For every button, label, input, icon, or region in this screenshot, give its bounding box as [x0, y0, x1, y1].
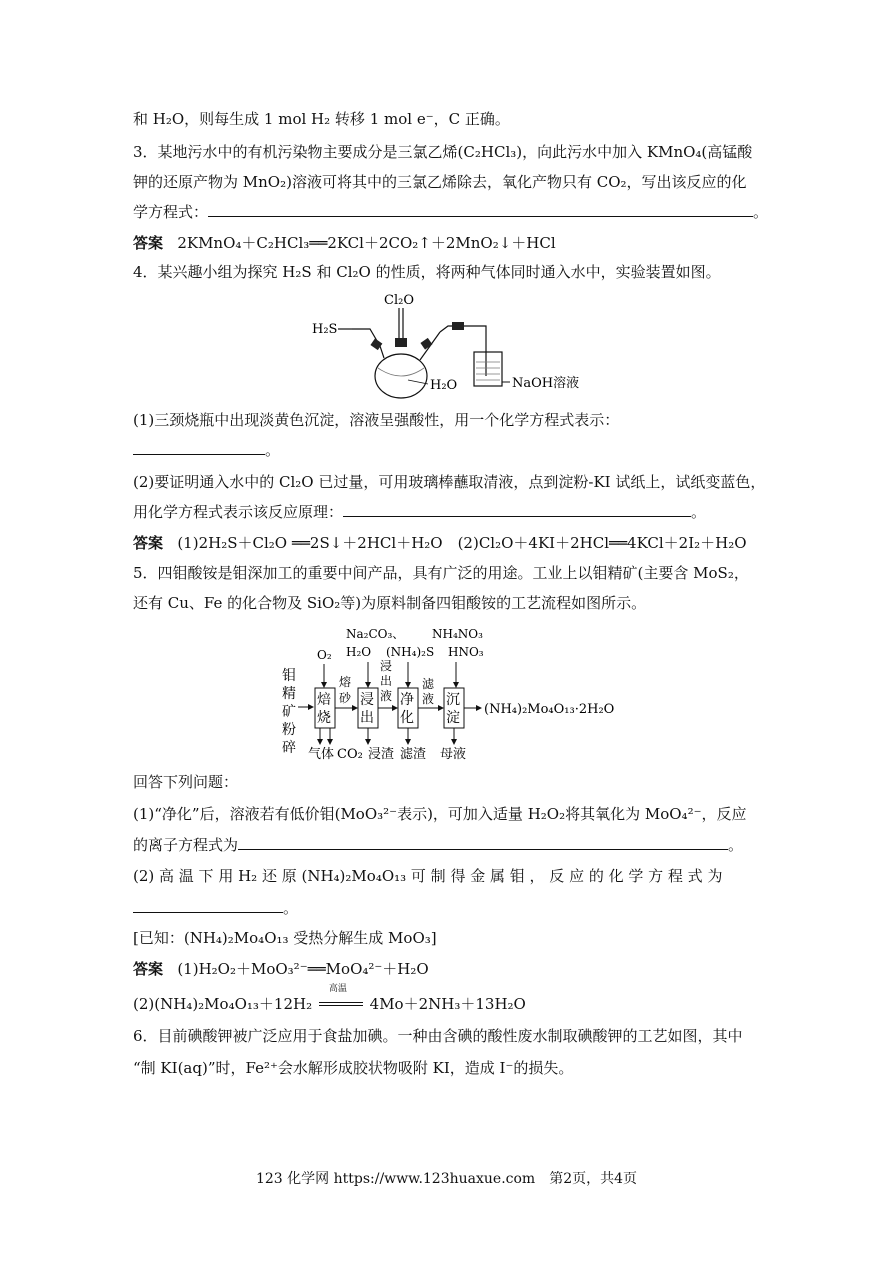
h2o-label: H₂O — [430, 378, 458, 393]
punct: 。 — [283, 899, 299, 917]
question-5-ask: 回答下列问题： — [133, 773, 239, 791]
answer-blank — [133, 440, 265, 455]
step-char: 化 — [400, 710, 414, 726]
known-condition: [已知：(NH₄)₂Mo₄O₁₃ 受热分解生成 MoO₃] — [133, 929, 437, 947]
mid-char: 浸 — [380, 659, 393, 673]
output-label: 母液 — [440, 747, 467, 762]
question-5-2-blank — [133, 898, 298, 918]
answer-label: 答案 — [133, 234, 164, 252]
step-char: 浸 — [360, 692, 374, 708]
mid-char: 滤 — [422, 677, 435, 691]
output-label: 浸渣 — [368, 747, 395, 762]
condition-text: 高温 — [328, 984, 347, 994]
output-label: 滤渣 — [400, 747, 427, 762]
reagent-label: NH₄NO₃ — [432, 627, 483, 641]
reagent-label: Na₂CO₃、 — [346, 627, 405, 641]
punct: 。 — [691, 503, 707, 521]
text-line: 和 H₂O，则每生成 1 mol H₂ 转移 1 mol e⁻，C 正确。 — [133, 110, 510, 128]
mid-char: 出 — [380, 674, 393, 688]
start-char: 钼 — [282, 668, 296, 684]
naoh-label: NaOH溶液 — [512, 376, 580, 391]
question-3-text: 钾的还原产物为 MnO₂)溶液可将其中的三氯乙烯除去，氧化产物只有 CO₂，写出该反应的化 — [133, 173, 747, 191]
answer-blank — [133, 898, 283, 913]
answer-blank — [343, 502, 691, 517]
prompt-text: 学方程式： — [133, 203, 209, 221]
answer-text: 2KMnO₄＋C₂HCl₃══2KCl＋2CO₂↑＋2MnO₂↓＋HCl — [177, 234, 556, 252]
o2-label: O₂ — [317, 648, 332, 662]
question-4-2: (2)要证明通入水中的 Cl₂O 已过量，可用玻璃棒蘸取清液，点到淀粉-KI 试纸上，试纸变蓝色， — [133, 473, 766, 491]
mid-char: 熔 — [339, 675, 352, 689]
mid-char: 液 — [380, 689, 393, 703]
answer-label: 答案 — [133, 960, 164, 978]
question-5-2: (2) 高 温 下 用 H₂ 还 原 (NH₄)₂Mo₄O₁₃ 可 制 得 金 属 钼 ， 反 应 的 化 学 方 程 式 为 — [133, 867, 723, 885]
question-4-2 — [133, 502, 706, 522]
question-4-text: 4．某兴趣小组为探究 H₂S 和 Cl₂O 的性质，将两种气体同时通入水中，实验装置如图。 — [133, 263, 721, 281]
step-char: 净 — [400, 692, 414, 708]
process-flow-diagram — [280, 622, 625, 764]
apparatus-diagram — [300, 288, 620, 400]
reagent-label: HNO₃ — [448, 645, 484, 659]
answer-text: (1)2H₂S＋Cl₂O ══2S↓＋2HCl＋H₂O (2)Cl₂O＋4KI＋2HCl══4KCl＋2I₂＋H₂O — [177, 534, 747, 552]
start-char: 矿 — [282, 704, 296, 720]
question-4-1-blank — [133, 440, 280, 460]
mid-char: 液 — [422, 692, 435, 706]
answer-label: 答案 — [133, 534, 164, 552]
question-4-1: (1)三颈烧瓶中出现淡黄色沉淀，溶液呈强酸性，用一个化学方程式表示： — [133, 411, 620, 429]
question-5-text: 还有 Cu、Fe 的化合物及 SiO₂等)为原料制备四钼酸铵的工艺流程如图所示。 — [133, 594, 647, 612]
step-char: 焙 — [317, 692, 331, 708]
step-char: 沉 — [446, 692, 460, 708]
cl2o-label: Cl₂O — [384, 293, 414, 308]
answer-text: 4Mo＋2NH₃＋13H₂O — [369, 995, 526, 1013]
start-char: 碎 — [282, 740, 296, 756]
product-label: (NH₄)₂Mo₄O₁₃·2H₂O — [484, 702, 615, 717]
question-5-1 — [133, 835, 743, 855]
question-3-text: 3．某地污水中的有机污染物主要成分是三氯乙烯(C₂HCl₃)，向此污水中加入 KMnO₄(高锰酸 — [133, 143, 753, 161]
answer-blank — [208, 202, 753, 217]
page-footer: 123 化学网 https://www.123huaxue.com 第2页，共4页 — [255, 1171, 638, 1187]
start-char: 粉 — [282, 722, 296, 738]
answer-text: (1)H₂O₂＋MoO₃²⁻══MoO₄²⁻＋H₂O — [177, 960, 429, 978]
prompt-text: 的离子方程式为 — [133, 836, 239, 854]
reaction-condition — [317, 984, 365, 1014]
punct: 。 — [753, 203, 769, 221]
answer-5-1 — [133, 959, 429, 979]
mid-char: 砂 — [339, 691, 352, 705]
equals-line — [319, 1005, 363, 1006]
output-label: CO₂ — [337, 747, 363, 762]
question-6-text: 6．目前碘酸钾被广泛应用于食盐加碘。一种由含碘的酸性废水制取碘酸钾的工艺如图，其中 — [133, 1027, 743, 1045]
question-6-text: “制 KI(aq)”时，Fe²⁺会水解形成胶状物吸附 KI，造成 I⁻的损失。 — [133, 1059, 574, 1077]
reagent-label: H₂O — [346, 645, 372, 659]
start-char: 精 — [282, 686, 296, 702]
answer-blank — [238, 835, 728, 850]
step-char: 烧 — [317, 710, 331, 726]
step-char: 出 — [360, 710, 374, 726]
equals-line — [319, 1002, 363, 1003]
answer-text: (2)(NH₄)₂Mo₄O₁₃＋12H₂ — [133, 995, 313, 1013]
output-label: 气体 — [308, 747, 335, 762]
punct: 。 — [728, 836, 744, 854]
answer-5-2 — [133, 984, 526, 1014]
question-5-1: (1)“净化”后，溶液若有低价钼(MoO₃²⁻表示)，可加入适量 H₂O₂将其氧化为 MoO₄²⁻，反应 — [133, 805, 747, 823]
prompt-text: 用化学方程式表示该反应原理： — [133, 503, 344, 521]
question-5-text: 5．四钼酸铵是钼深加工的重要中间产品，具有广泛的用途。工业上以钼精矿(主要含 MoS₂， — [133, 564, 749, 582]
h2s-label: H₂S — [312, 322, 338, 337]
step-char: 淀 — [446, 710, 460, 726]
punct: 。 — [265, 441, 281, 459]
answer-3 — [133, 233, 556, 253]
reagent-label: (NH₄)₂S — [386, 645, 435, 659]
answer-4 — [133, 533, 747, 553]
question-3-prompt — [133, 202, 768, 222]
